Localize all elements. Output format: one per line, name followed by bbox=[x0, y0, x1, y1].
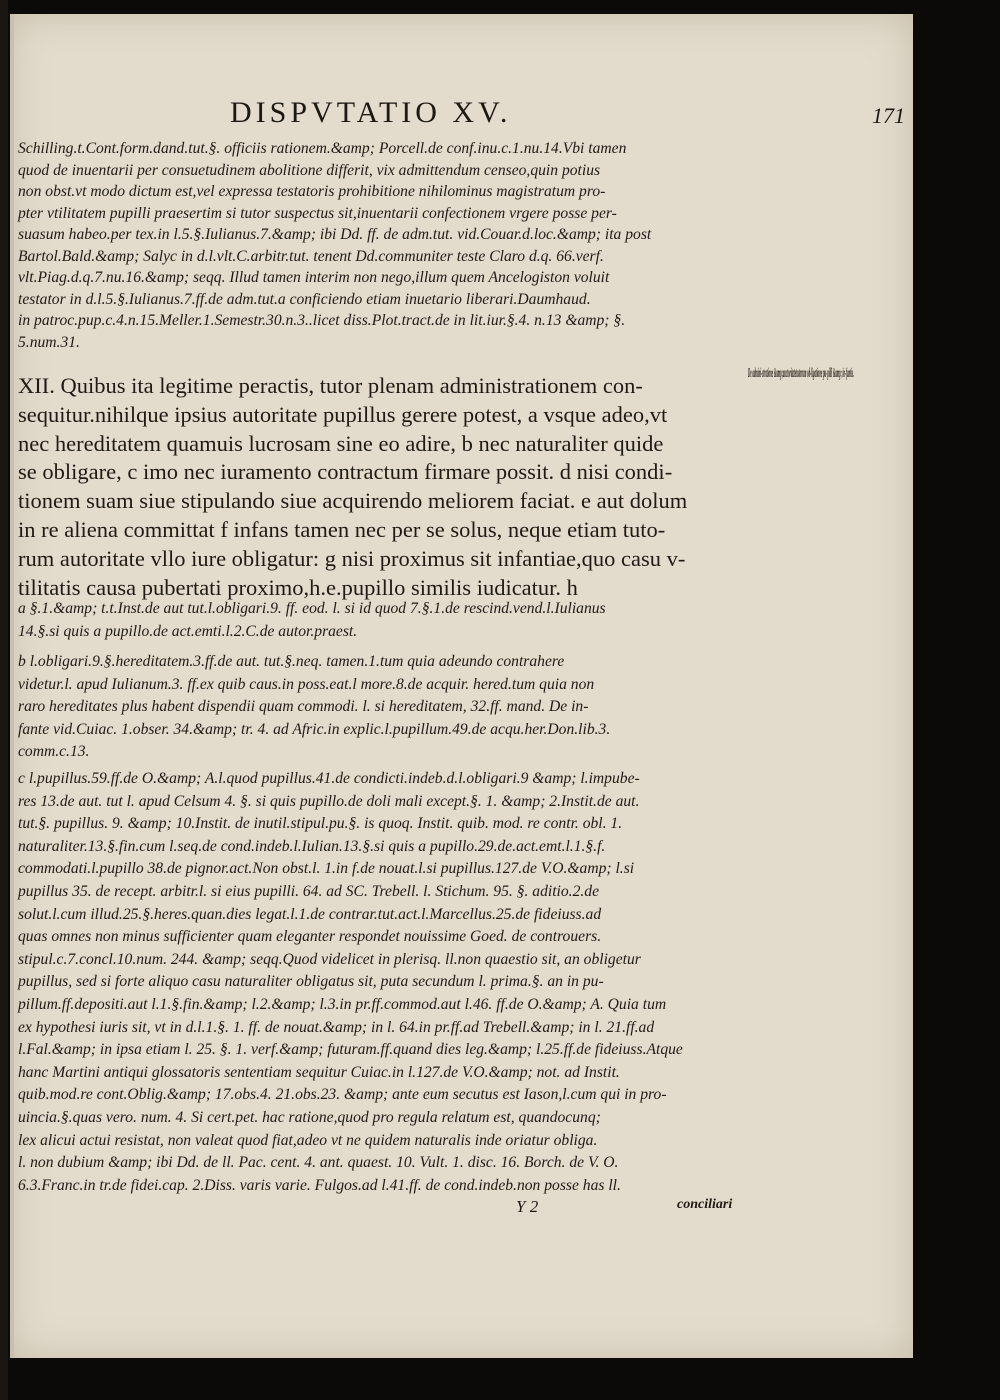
text-line: quod de inuentarii per consuetudinem abolitione differit, vix admittendum censeo,quin potius bbox=[18, 161, 601, 179]
footnote-line: stipul.c.7.concl.10.num. 244. &amp; seqq.Quod videlicet in plerisq. ll.non quaestio sit, an obligetur bbox=[18, 950, 641, 968]
binding-shadow bbox=[0, 0, 8, 1400]
footnote-line: lex alicui actui resistat, non valeat quod fiat,adeo vt ne quidem naturalis inde oriatur obliga. bbox=[18, 1131, 598, 1149]
margin-note-line: stratione &amp; bbox=[762, 366, 783, 381]
text-line: non obst.vt modo dictum est,vel expressa testatoris prohibitione nihilominus magistratum pro- bbox=[18, 183, 606, 200]
text-line: 5.num.31. bbox=[18, 333, 80, 351]
paragraph-line: sequitur.nihilque ipsius autoritate pupillus gerere potest, a vsque adeo,vt bbox=[18, 401, 668, 427]
margin-note bbox=[748, 363, 854, 385]
footnote-line: videtur.l. apud Iulianum.3. ff.ex quib caus.in poss.eat.l more.8.de acquir. hered.tum quia non bbox=[18, 675, 595, 693]
margin-note-line: auctoritate bbox=[782, 366, 797, 381]
footnote-line: pupillus, sed si forte aliquo casu naturaliter obligatus sit, puta secundum l. prima.§. an in pu- bbox=[18, 973, 604, 991]
margin-note-line: pilli &amp; in- bbox=[827, 366, 847, 381]
footnote-line: naturaliter.13.§.fin.cum l.seq.de cond.indeb.l.Iulian.13.§.si quis a pupillo.29.de.act.emt.l.1.§.f. bbox=[18, 837, 606, 855]
text-line: in patroc.pup.c.4.n.15.Meller.1.Semestr.30.n.3..licet diss.Plot.tract.de in lit.iur.§.4. n.13 &amp; §. bbox=[18, 312, 626, 329]
footnote-line: pupillus 35. de recept. arbitr.l. si eius pupilli. 64. ad SC. Trebell. l. Stichum. 95. §. aditio.2.de bbox=[18, 882, 599, 900]
footnote-line: commodati.l.pupillo 38.de pignor.act.Non obst.l. 1.in f.de nouat.l.si pupillus.127.de V.O.&amp; l.si bbox=[18, 860, 635, 878]
text-line: testator in d.l.5.§.Iulianus.7.ff.de adm.tut.a conficiendo etiam inuetario liberari.Daumhaud. bbox=[18, 290, 591, 308]
text-line: Bartol.Bald.&amp; Salyc in d.l.vlt.C.arbitr.tut. tenent Dd.communiter teste Claro d.q. 66.verf. bbox=[18, 247, 604, 265]
footnote-a bbox=[18, 598, 606, 643]
margin-note-line: ligatione pu- bbox=[811, 366, 828, 381]
paragraph-line: XII. Quibus ita legitime peractis, tutor plenam administrationem con- bbox=[18, 373, 643, 398]
catchword: conciliari bbox=[677, 1197, 733, 1212]
footnote-line: res 13.de aut. tut l. apud Celsum 4. §. si quis pupillo.de doli mali except.§. 1. &amp; 2.Instit.de aut. bbox=[18, 792, 640, 810]
footnote-line: hanc Martini antiqui glossatoris sententiam sequitur Cuiac.in l.127.de V.O.&amp; not. ad Instit. bbox=[18, 1063, 620, 1081]
footnote-line: uincia.§.quas vero. num. 4. Si cert.pet. hac ratione,quod pro regula relatum est, quandocunq; bbox=[18, 1108, 601, 1126]
paragraph-line: se obligare, c imo nec iuramento contractum firmare possit. d nisi condi- bbox=[18, 459, 673, 485]
main-paragraph bbox=[18, 372, 687, 602]
signature-mark: Y 2 bbox=[516, 1197, 539, 1216]
footnote-line: b l.obligari.9.§.hereditatem.3.ff.de aut. tut.§.neq. tamen.1.tum quia adeundo contrahere bbox=[18, 653, 565, 670]
text-line: vlt.Piag.d.q.7.nu.16.&amp; seqq. Illud tamen interim non nego,illum quem Ancelogiston voluit bbox=[18, 269, 610, 286]
footnote-line: 14.§.si quis a pupillo.de act.emti.l.2.C.de autor.praest. bbox=[18, 622, 358, 640]
text-line: suasum habeo.per tex.in l.5.§.Iulianus.7.&amp; ibi Dd. ff. de adm.tut. vid.Couar.d.loc.&amp; ita post bbox=[18, 226, 652, 243]
footnote-c bbox=[18, 768, 683, 1197]
page-number: 171 bbox=[872, 103, 905, 128]
margin-note-line: tutorum ob- bbox=[796, 366, 812, 381]
page-edge bbox=[10, 14, 14, 1358]
footnote-line: tut.§. pupillus. 9. &amp; 10.Instit. de inutil.stipul.pu.§. is quoq. Instit. quib. mod. re contr. obl. 1. bbox=[18, 815, 623, 833]
footnote-line: l. non dubium &amp; ibi Dd. de ll. Pac. cent. 4. ant. quaest. 10. Vult. 1. disc. 16. Borch. de V. O. bbox=[18, 1154, 619, 1172]
paragraph-line: tionem suam siue stipulando siue acquirendo meliorem faciat. e aut dolum bbox=[18, 488, 688, 514]
footnote-line: quib.mod.re cont.Oblig.&amp; 17.obs.4. 21.obs.23. &amp; ante eum secutus est Iason,l.cum qui in pro- bbox=[18, 1086, 667, 1104]
text-line: Schilling.t.Cont.form.dand.tut.§. officiis rationem.&amp; Porcell.de conf.inu.c.1.nu.14.Vbi tamen bbox=[18, 140, 627, 157]
footnote-line: 6.3.Franc.in tr.de fidei.cap. 2.Diss. varis varie. Fulgos.ad l.41.ff. de cond.indeb.non posse has ll. bbox=[18, 1176, 621, 1194]
footnote-line: raro hereditates plus habent dispendii quam commodi. l. si hereditatem, 32.ff. mand. De in- bbox=[18, 698, 589, 716]
margin-note-line: De admini- bbox=[748, 366, 763, 381]
footnote-line: l.Fal.&amp; in ipsa etiam l. 25. §. 1. verf.&amp; futuram.ff.quand dies leg.&amp; l.25.ff.de fideiuss.Atque bbox=[18, 1041, 683, 1059]
text-line: pter vtilitatem pupilli praesertim si tutor suspectus sit,inuentarii confectionem vrgere posse per- bbox=[18, 204, 617, 222]
footnote-line: c l.pupillus.59.ff.de O.&amp; A.l.quod pupillus.41.de condicti.indeb.d.l.obligari.9 &amp; l.impube- bbox=[18, 770, 640, 787]
footnote-line: fante vid.Cuiac. 1.obser. 34.&amp; tr. 4. ad Afric.in explic.l.pupillum.49.de acqu.her.Don.lib.3. bbox=[18, 720, 611, 738]
footnote-line: quas omnes non minus sufficienter quam eleganter respondet nouissime Goed. de controuers. bbox=[18, 928, 602, 946]
footnote-line: comm.c.13. bbox=[18, 743, 90, 761]
footnote-line: ex hypothesi iuris sit, vt in d.l.1.§. 1. ff. de nouat.&amp; in l. 64.in pr.ff.ad Trebell.&amp; in l. 21.ff.ad bbox=[18, 1018, 655, 1036]
intro-footnote-continuation bbox=[18, 138, 651, 353]
footnote-line: solut.l.cum illud.25.§.heres.quan.dies legat.l.1.de contrar.tut.act.l.Marcellus.25.de fideiuss.ad bbox=[18, 905, 602, 923]
margin-note-line: fantis. bbox=[846, 366, 854, 381]
running-head: DISPVTATIO XV. bbox=[230, 96, 512, 129]
paragraph-line: nec hereditatem quamuis lucrosam sine eo adire, b nec naturaliter quide bbox=[18, 430, 664, 456]
paragraph-line: tilitatis causa pubertati proximo,h.e.pupillo similis iudicatur. h bbox=[18, 574, 578, 600]
paragraph-line: in re aliena committat f infans tamen nec per se solus, neque etiam tuto- bbox=[18, 516, 666, 542]
footnote-line: a §.1.&amp; t.t.Inst.de aut tut.l.obligari.9. ff. eod. l. si id quod 7.§.1.de rescind.vend.l.Iulianus bbox=[18, 600, 606, 617]
paragraph-line: rum autoritate vllo iure obligatur: g nisi proximus sit infantiae,quo casu v- bbox=[18, 545, 686, 571]
footnote-b bbox=[18, 651, 610, 764]
footnote-line: pillum.ff.depositi.aut l.1.§.fin.&amp; l.2.&amp; l.3.in pr.ff.commod.aut l.46. ff.de O.&amp; A. Quia tum bbox=[18, 995, 667, 1013]
